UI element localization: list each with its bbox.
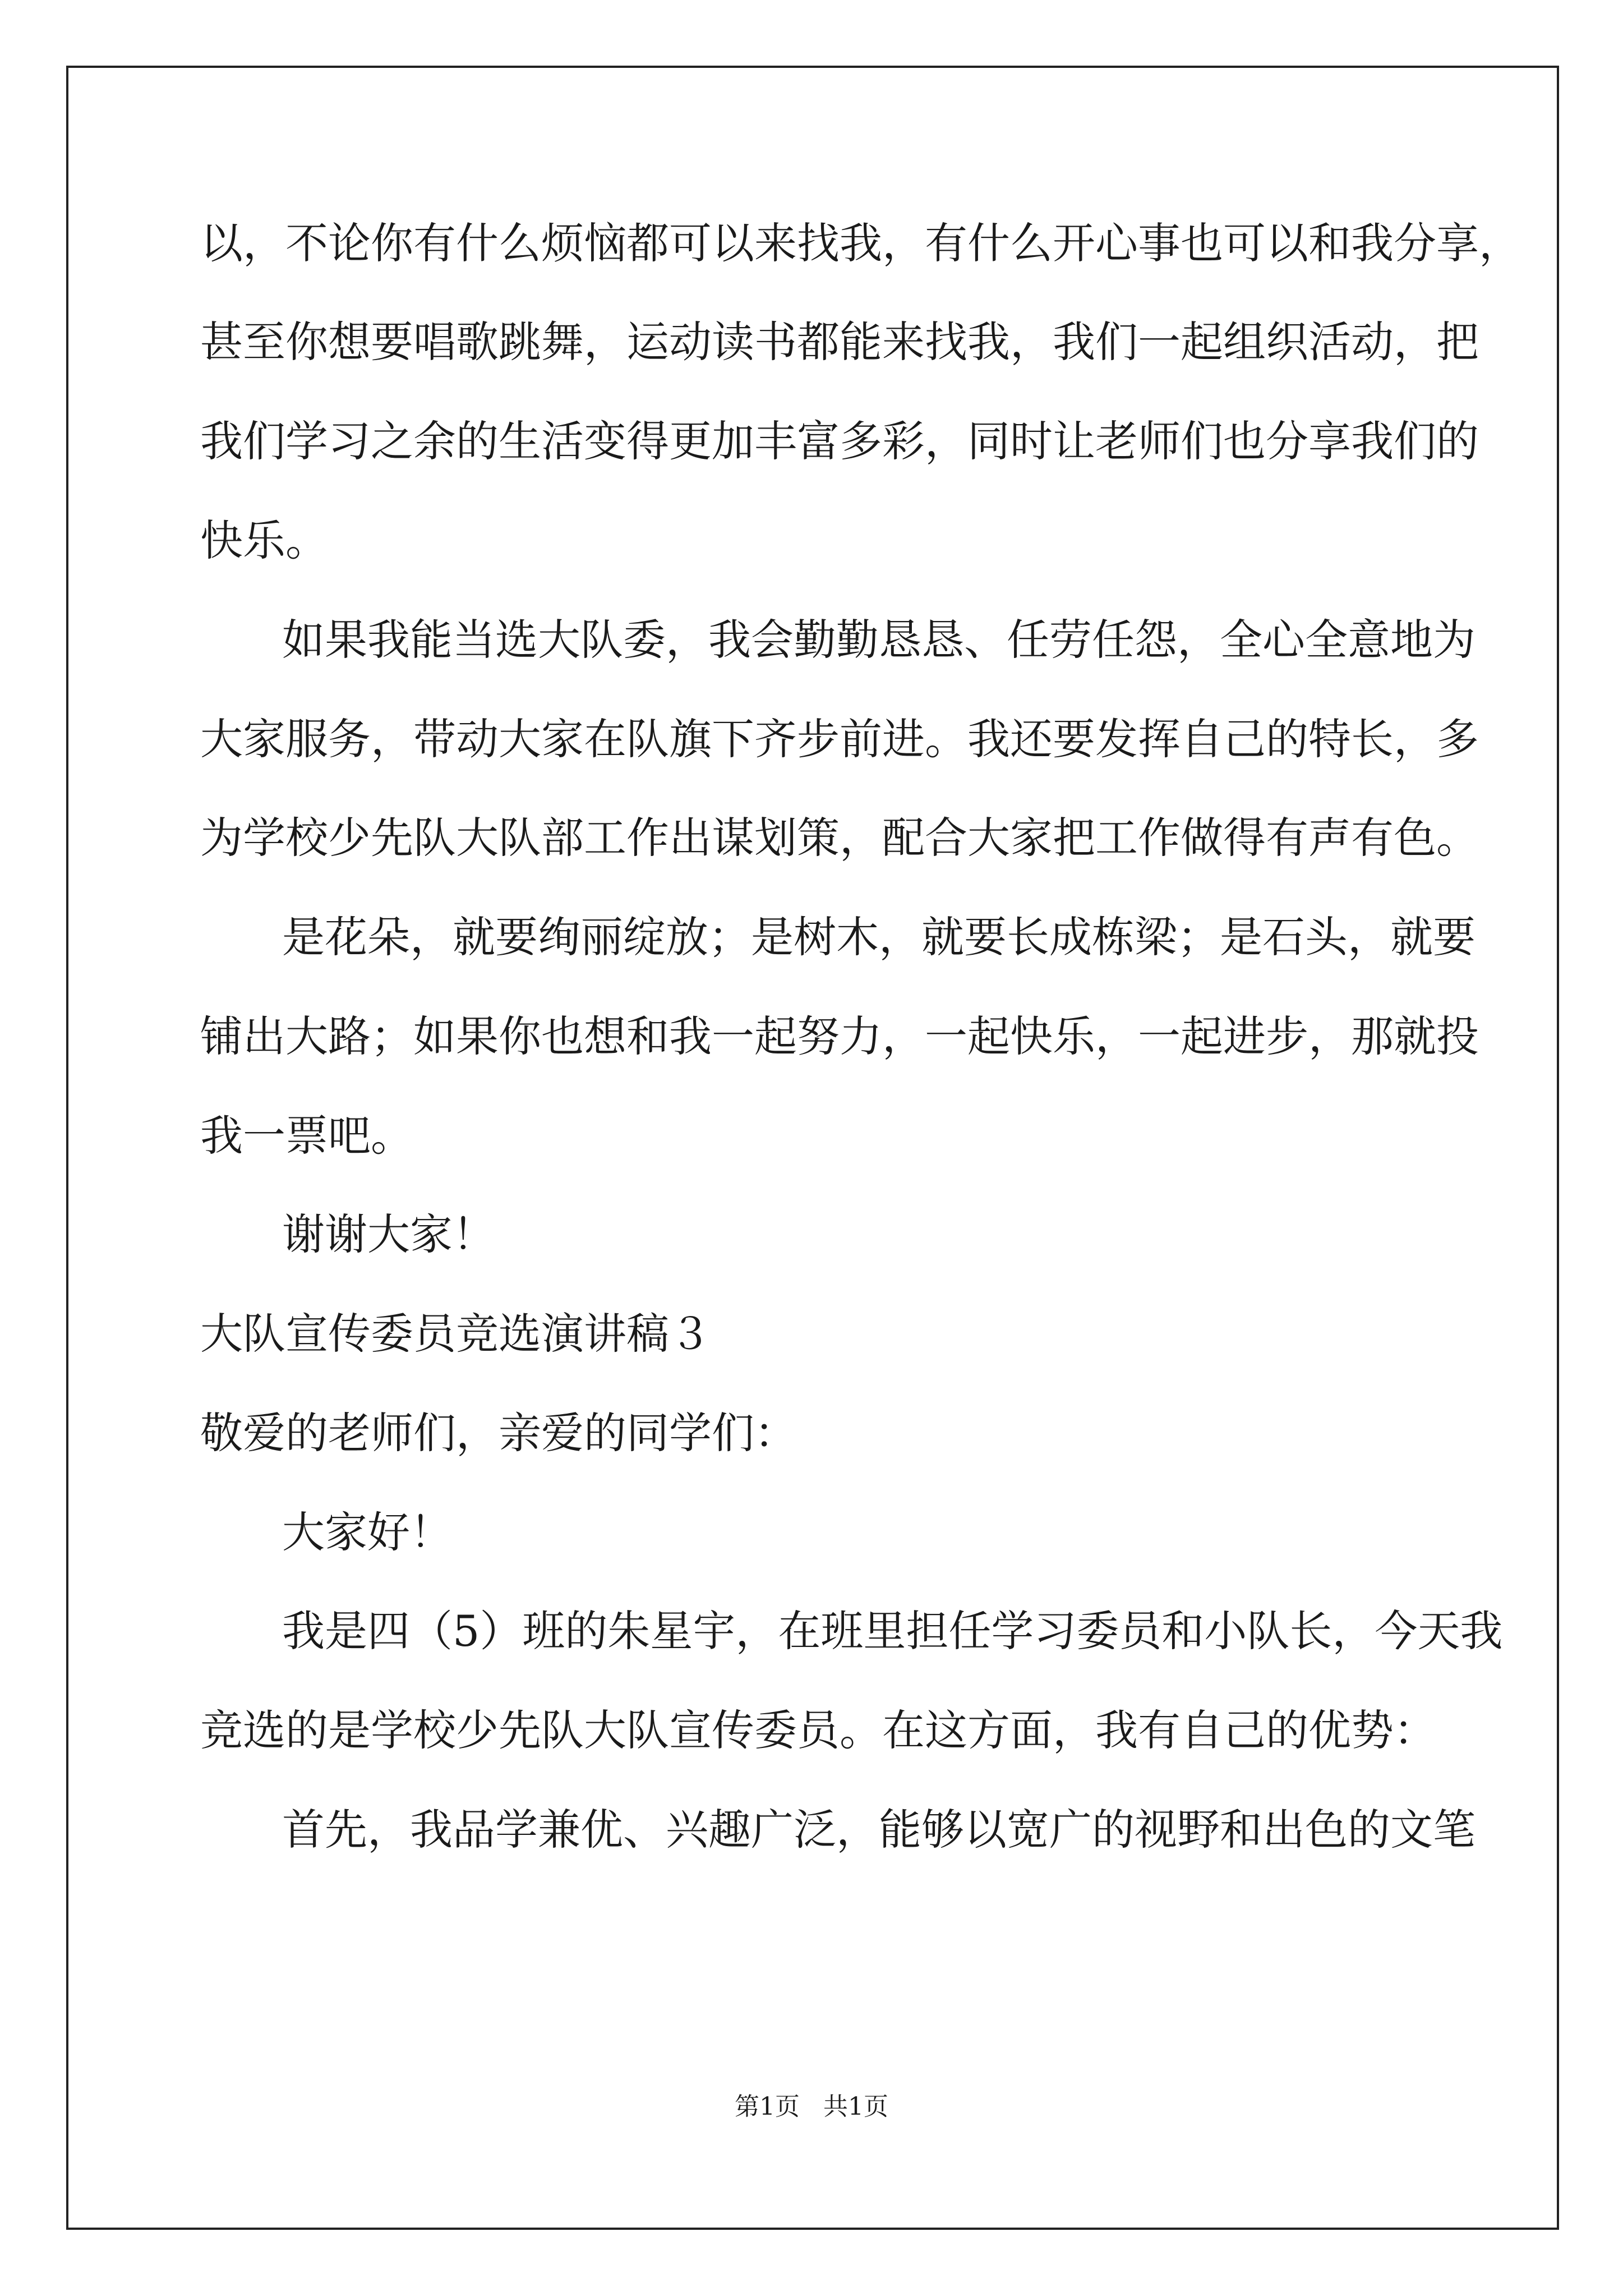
paragraph-line: 如果我能当选大队委，我会勤勤恳恳、任劳任怨，全心全意地为 — [282, 615, 1476, 665]
paragraph-line: 为学校少先队大队部工作出谋划策，配合大家把工作做得有声有色。 — [200, 813, 1479, 863]
paragraph-line: 快乐。 — [200, 516, 328, 565]
paragraph-line: 首先，我品学兼优、兴趣广泛，能够以宽广的视野和出色的文笔 — [282, 1805, 1476, 1855]
paragraph-line: 以，不论你有什么烦恼都可以来找我，有什么开心事也可以和我分享， — [200, 218, 1521, 268]
salutation: 敬爱的老师们，亲爱的同学们： — [200, 1408, 797, 1458]
paragraph-line: 是花朵，就要绚丽绽放；是树木，就要长成栋梁；是石头，就要 — [282, 912, 1476, 962]
closing-thanks: 谢谢大家！ — [282, 1209, 495, 1259]
greeting: 大家好！ — [282, 1507, 453, 1557]
paragraph-line: 我们学习之余的生活变得更加丰富多彩，同时让老师们也分享我们的 — [200, 416, 1479, 466]
page-number-footer: 第1页 共1页 — [735, 2092, 888, 2121]
paragraph-line: 竞选的是学校少先队大队宣传委员。在这方面，我有自己的优势： — [200, 1705, 1436, 1755]
paragraph-line: 铺出大路；如果你也想和我一起努力，一起快乐，一起进步，那就投 — [200, 1011, 1479, 1061]
section-heading: 大队宣传委员竞选演讲稿３ — [200, 1309, 712, 1359]
paragraph-line: 大家服务，带动大家在队旗下齐步前进。我还要发挥自己的特长，多 — [200, 714, 1479, 764]
paragraph-line: 甚至你想要唱歌跳舞，运动读书都能来找我，我们一起组织活动，把 — [200, 317, 1479, 367]
paragraph-line: 我是四（5）班的朱星宇，在班里担任学习委员和小队长，今天我 — [282, 1606, 1503, 1656]
paragraph-line: 我一票吧。 — [200, 1111, 413, 1161]
